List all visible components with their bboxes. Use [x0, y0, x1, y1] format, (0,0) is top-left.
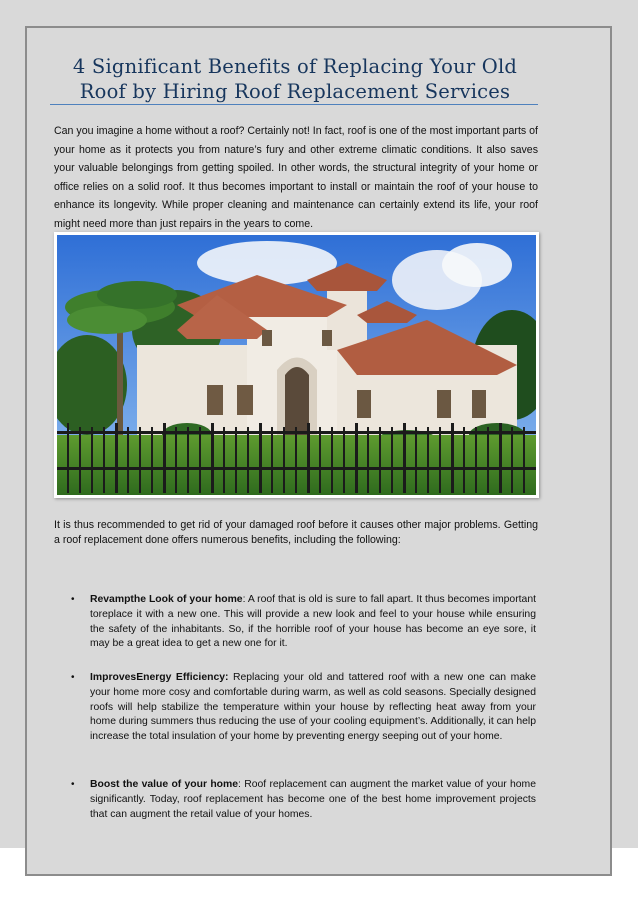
list-item-heading: Boost the value of your home	[90, 779, 239, 790]
page-title: 4 Significant Benefits of Replacing Your Old Roof by Hiring Roof Replacement Services	[72, 55, 518, 103]
list-item-text	[90, 778, 536, 822]
list-item-body: Replacing your old and tattered roof with a new one can make your home more cosy and comfortable during warm, as well as cold seasons. Specially designed roofs will help stabilize the temperature within your house by reflecting heat away from your home during summers thus reducing the use of your cooling equipment’s. Additionally, it can help increase the total insulation of your home by preventing energy seeping out of your home.	[90, 672, 536, 743]
list-item-heading: ImprovesEnergy Efficiency:	[90, 672, 229, 683]
list-item-text	[90, 593, 536, 652]
list-item-heading: Revampthe Look of your home	[90, 594, 243, 605]
title-underline	[50, 104, 538, 105]
house-illustration	[57, 235, 536, 495]
list-item-body: : Roof replacement can augment the market value of your home significantly. Today, roof replacement has become one of the best home improvement projects that can augment the retail value of your homes.	[90, 779, 536, 820]
lead-paragraph: It is thus recommended to get rid of your damaged roof before it causes other major problems. Getting a roof replacement done offers numerous benefits, including the following:	[54, 519, 538, 546]
intro-paragraph: Can you imagine a home without a roof? Certainly not! In fact, roof is one of the most important parts of your home as it protects you from nature’s fury and other extreme climatic conditions. It also saves your valuable belongings from getting spoiled. In other words, the structural integrity of your home or office relies on a solid roof. It thus becomes important to install or maintain the roof of your house to enhance its longevity. While proper cleaning and maintenance can certainly extend its life, your roof might need more than just repairs in the years to come.	[54, 125, 538, 230]
bullet-icon: •	[71, 594, 75, 605]
bullet-icon: •	[71, 779, 75, 790]
house-photo	[54, 232, 539, 498]
bullet-icon: •	[71, 672, 75, 683]
list-item-body: : A roof that is old is sure to fall apart. It thus becomes important toreplace it with a new one. This will provide a new look and feel to your house while ensuring the safety of the inhabitants. So, if the horrible roof of your house has become an eye sore, it may be a great idea to get a new one for it.	[90, 594, 536, 650]
list-item-text	[90, 671, 536, 745]
